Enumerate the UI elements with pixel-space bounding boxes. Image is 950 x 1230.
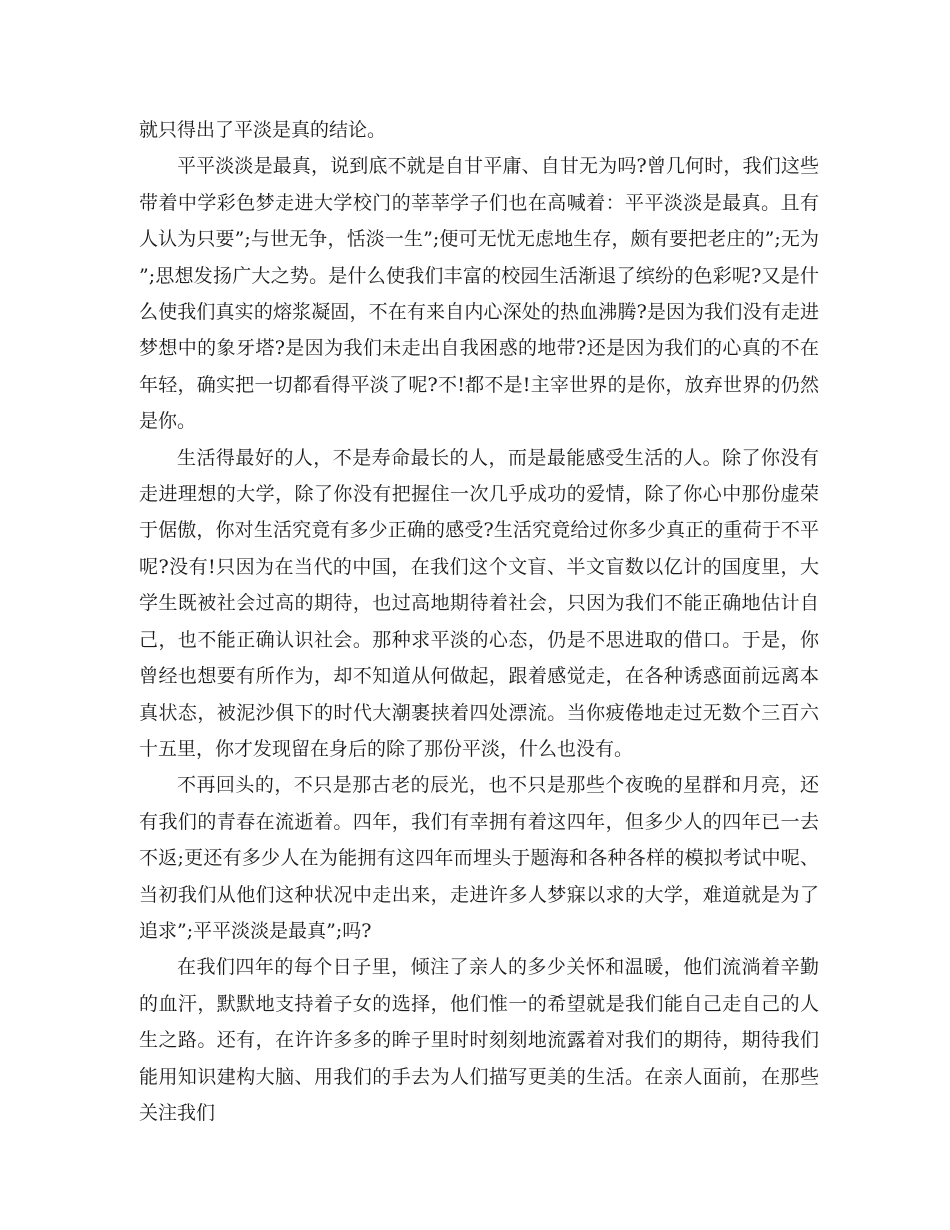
paragraph-4: 不再回头的，不只是那古老的辰光，也不只是那些个夜晚的星群和月亮，还有我们的青春在流逝着。四年，我们有幸拥有着这四年，但多少人的四年已一去不返;更还有多少人在为能拥有这四年而埋头于题海和各种各样的模拟考试中呢、当初我们从他们这种状况中走出来，走进许多人梦寐以求的大学，难道就是为了追求”;平平淡淡是最真”;吗? bbox=[139, 774, 819, 942]
paragraph-1: 就只得出了平淡是真的结论。 bbox=[139, 119, 387, 141]
paragraph-3: 生活得最好的人，不是寿命最长的人，而是最能感受生活的人。除了你没有走进理想的大学，除了你没有把握住一次几乎成功的爱情，除了你心中那份虚荣于倨傲，你对生活究竟有多少正确的感受?生活究竟给过你多少真正的重荷于不平呢?没有!只因为在当代的中国，在我们这个文盲、半文盲数以亿计的国度里，大学生既被社会过高的期待，也过高地期待着社会，只因为我们不能正确地估计自己，也不能正确认识社会。那种求平淡的心态，仍是不思进取的借口。于是，你曾经也想要有所作为，却不知道从何做起，跟着感觉走，在各种诱惑面前远离本真状态，被泥沙俱下的时代大潮裹挟着四处漂流。当你疲倦地走过无数个三百六十五里，你才发现留在身后的除了那份平淡，什么也没有。 bbox=[139, 446, 819, 760]
document-body bbox=[139, 112, 819, 1131]
paragraph-2: 平平淡淡是最真，说到底不就是自甘平庸、自甘无为吗?曾几何时，我们这些带着中学彩色梦走进大学校门的莘莘学子们也在高喊着：平平淡淡是最真。且有人认为只要”;与世无争，恬淡一生”;便可无忧无虑地生存，颇有要把老庄的”;无为”;思想发扬广大之势。是什么使我们丰富的校园生活渐退了缤纷的色彩呢?又是什么使我们真实的熔浆凝固，不在有来自内心深处的热血沸腾?是因为我们没有走进梦想中的象牙塔?是因为我们未走出自我困惑的地带?还是因为我们的心真的不在年轻，确实把一切都看得平淡了呢?不!都不是!主宰世界的是你，放弃世界的仍然是你。 bbox=[139, 155, 819, 433]
paragraph-5: 在我们四年的每个日子里，倾注了亲人的多少关怀和温暖，他们流淌着辛勤的血汗，默默地支持着子女的选择，他们惟一的希望就是我们能自己走自己的人生之路。还有，在许许多多的眸子里时时刻刻地流露着对我们的期待，期待我们能用知识建构大脑、用我们的手去为人们描写更美的生活。在亲人面前，在那些关注我们 bbox=[139, 956, 819, 1124]
